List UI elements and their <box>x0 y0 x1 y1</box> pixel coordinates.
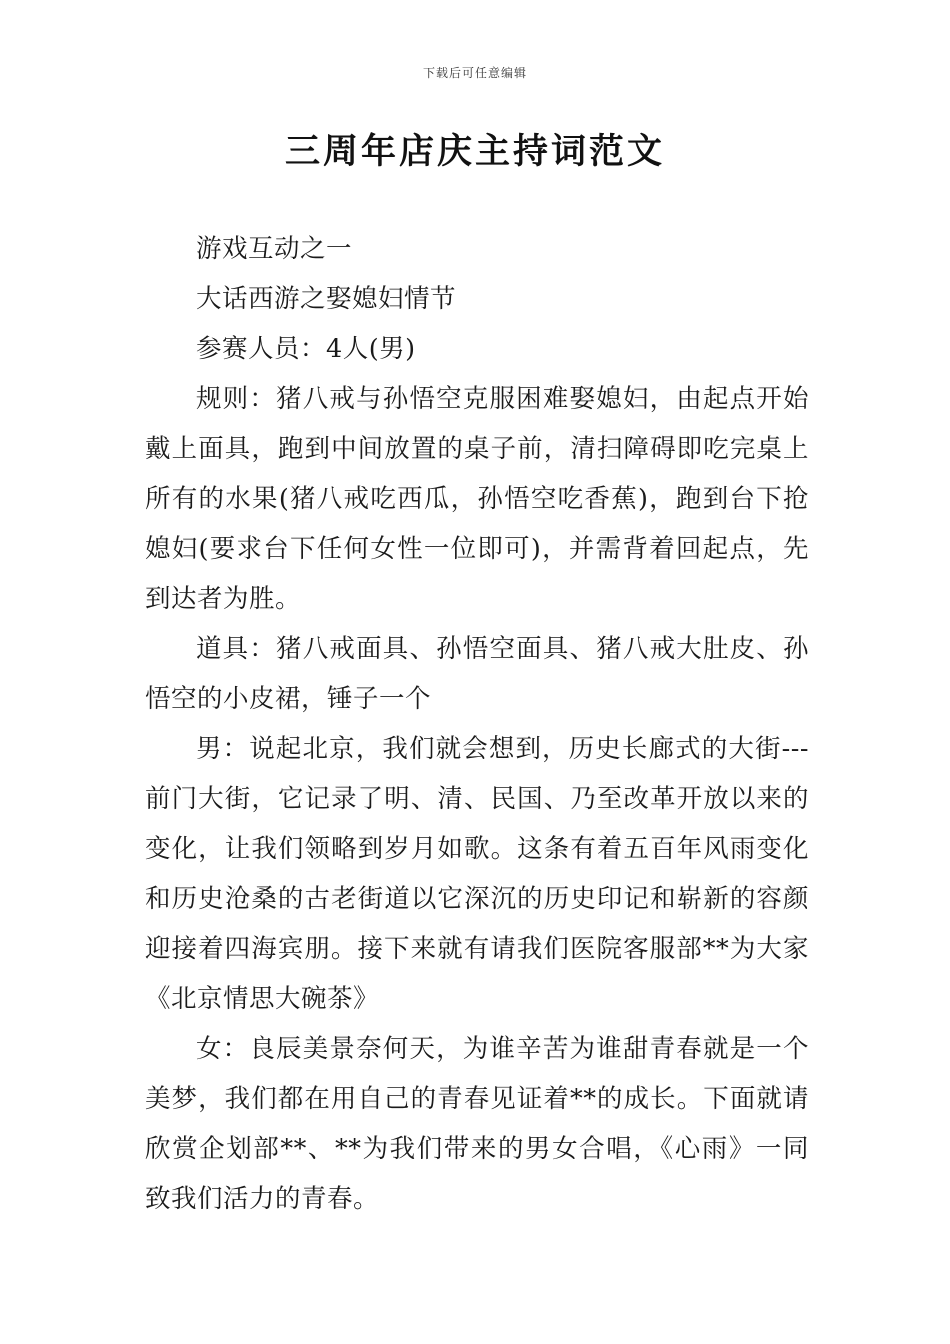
document-title: 三周年店庆主持词范文 <box>284 132 665 172</box>
paragraph-male-host: 男：说起北京，我们就会想到，历史长廊式的大街---前门大街，它记录了明、清、民国、乃至改革开放以来的变化，让我们领略到岁月如歌。这条有着五百年风雨变化和历史沧桑的古老街道以它深沉的历史印记和崭新的容颜迎接着四海宾朋。接下来就有请我们医院客服部**为大家《北京情思大碗茶》 <box>145 734 809 1014</box>
header-note: 下载后可任意编辑 <box>422 66 527 80</box>
paragraph-female-host: 女：良辰美景奈何天，为谁辛苦为谁甜青春就是一个美梦，我们都在用自己的青春见证着**的成长。下面就请欣赏企划部**、**为我们带来的男女合唱，《心雨》一同致我们活力的青春。 <box>145 1034 809 1214</box>
document-body <box>145 224 809 1224</box>
paragraph-game-name: 大话西游之娶媳妇情节 <box>196 284 457 314</box>
paragraph-rules: 规则：猪八戒与孙悟空克服困难娶媳妇，由起点开始戴上面具，跑到中间放置的桌子前，清扫障碍即吃完桌上所有的水果(猪八戒吃西瓜，孙悟空吃香蕉)，跑到台下抢媳妇(要求台下任何女性一位即可)，并需背着回起点，先到达者为胜。 <box>145 384 809 614</box>
paragraph-props: 道具：猪八戒面具、孙悟空面具、猪八戒大肚皮、孙悟空的小皮裙，锤子一个 <box>145 634 809 714</box>
paragraph-game-heading: 游戏互动之一 <box>196 234 353 264</box>
paragraph-participants: 参赛人员：4人(男) <box>196 334 416 364</box>
